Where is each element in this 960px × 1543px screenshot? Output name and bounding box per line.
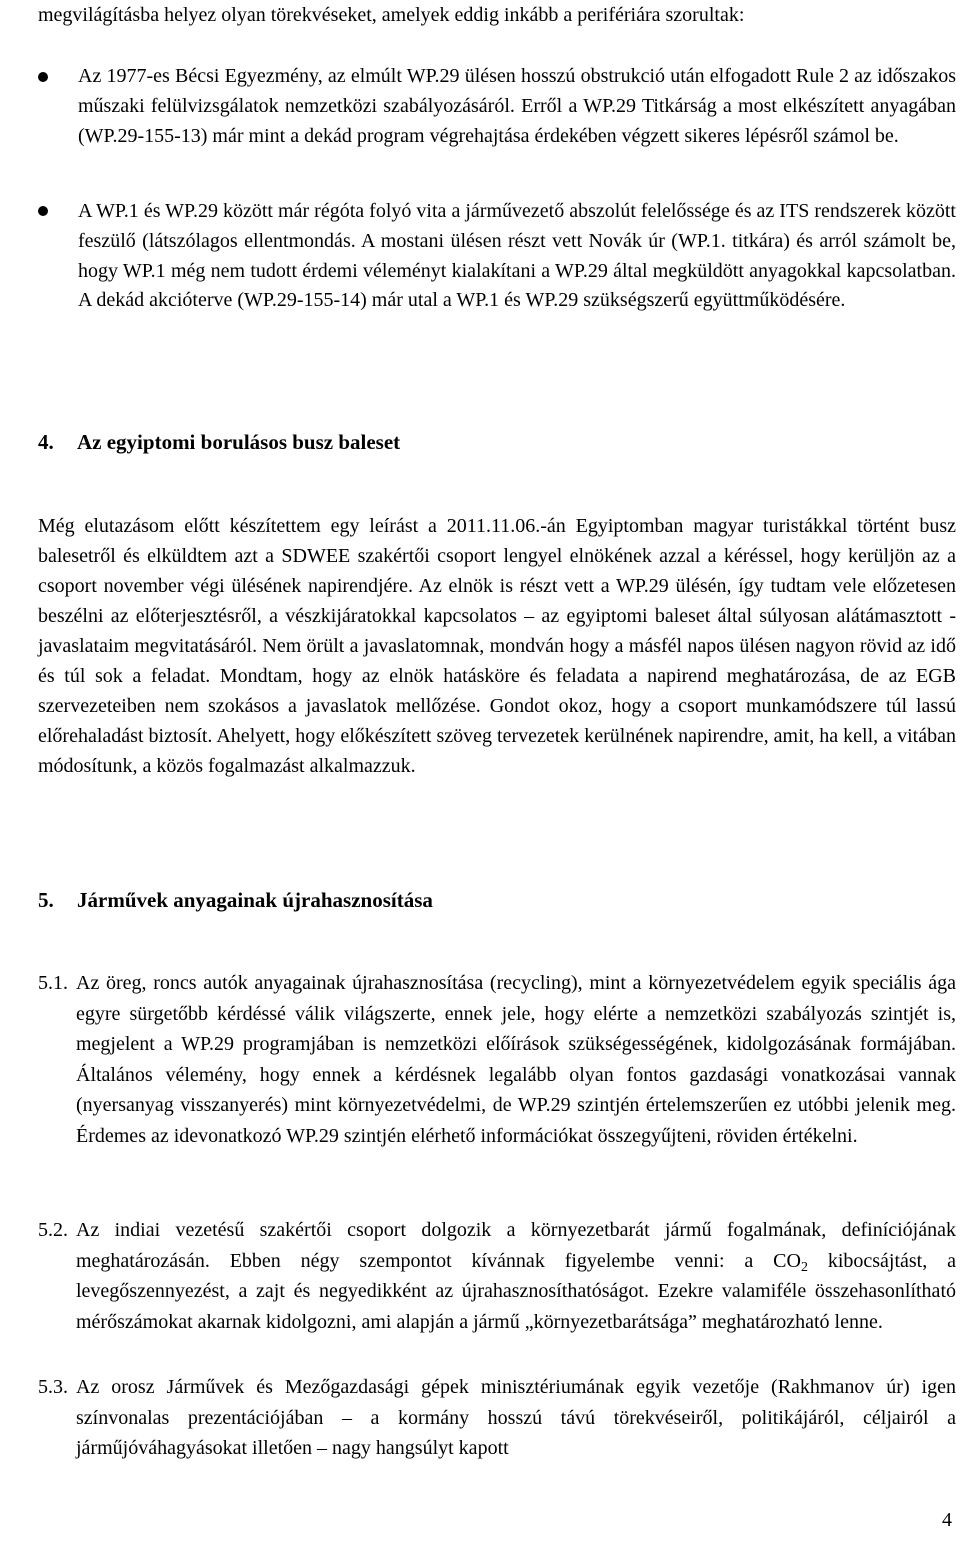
- subsection-5-3: [38, 1372, 956, 1464]
- section-5-title: Járművek anyagainak újrahasznosítása: [77, 888, 433, 912]
- section-4-number: 4.: [38, 430, 54, 454]
- co2-subscript: 2: [800, 1259, 808, 1275]
- subsection-5-1-number: 5.1.: [38, 972, 68, 994]
- bullet-item-2: A WP.1 és WP.29 között már régóta folyó vita a járművezető abszolút felelőssége és az ITS rendszerek között feszülő (látszólagos ellentmondás. A mostani ülésen részt vett Novák úr (WP.1. titkára) és arról számolt be, hogy WP.1 még nem tudott érdemi véleményt kialakítani a WP.29 által megküldött anyagokkal kapcsolatban. A dekád akcióterve (WP.29-155-14) már utal a WP.1 és WP.29 szükségszerű együttműködésére.: [78, 200, 956, 312]
- subsection-5-1-text: Az öreg, roncs autók anyagainak újrahasznosítása (recycling), mint a környezetvédelem egyik speciális ága egyre sürgetőbb kérdéssé válik világszerte, ennek jele, hogy elérte a nemzetközi szabályozás szintjét is, megjelent a WP.29 programjában is nemzetközi előírások szükségességének, kidolgozásának formájában. Általános vélemény, hogy ennek a kérdésnek legalább olyan fontos gazdasági vonatkozásai vannak (nyersanyag visszanyerés) mint környezetvédelmi, de WP.29 szintjén értelemszerűen ez utóbbi jelenik meg. Érdemes az idevonatkozó WP.29 szintjén elérhető információkat összegyűjteni, röviden értékelni.: [76, 972, 956, 1147]
- bullet-icon: [38, 72, 48, 82]
- section-4-title: Az egyiptomi borulásos busz baleset: [77, 430, 401, 454]
- bullet-icon: [38, 206, 48, 216]
- subsection-5-2-text-part1: Az indiai vezetésű szakértői csoport dolgozik a környezetbarát jármű fogalmának, definíciójának meghatározásán. Ebben négy szempontot kívánnak figyelembe venni: a CO: [76, 1219, 956, 1272]
- subsection-5-3-text: Az orosz Járművek és Mezőgazdasági gépek minisztériumának egyik vezetője (Rakhmanov úr) igen színvonalas prezentációjában – a kormány hosszú távú törekvéseiről, politikájáról, céljairól a járműjóváhagyásokat illetően – nagy hangsúlyt kapott: [76, 1376, 956, 1460]
- intro-paragraph: megvilágításba helyez olyan törekvéseket, amelyek eddig inkább a perifériára szorultak:: [38, 4, 745, 26]
- subsection-5-2-number: 5.2.: [38, 1219, 68, 1241]
- page-number: 4: [942, 1509, 952, 1531]
- section-4-body: Még elutazásom előtt készítettem egy leírást a 2011.11.06.-án Egyiptomban magyar turistákkal történt busz balesetről és elküldtem azt a SDWEE szakértői csoport lengyel elnökének azzal a kéréssel, hogy kerüljön az a csoport november végi ülésének napirendjére. Az elnök is részt vett a WP.29 ülésén, így tudtam vele előzetesen beszélni az előterjesztésről, a vészkijáratokkal kapcsolatos – az egyiptomi baleset által súlyosan alátámasztott - javaslataim megvitatásáról. Nem örült a javaslatomnak, mondván hogy a másfél napos ülésen nagyon rövid az idő és túl sok a feladat. Mondtam, hogy az elnök hatásköre és feladata a napirend meghatározása, de az EGB szervezeteiben nem szokásos a javaslatok mellőzése. Gondot okoz, hogy a csoport munkamódszere túl lassú előrehaladást biztosít. Ahelyett, hogy előkészített szöveg tervezetek kerülnének napirendre, amit, ha kell, a vitában módosítunk, a közös fogalmazást alkalmazzuk.: [38, 515, 956, 777]
- section-4-heading: [38, 427, 400, 457]
- subsection-5-3-number: 5.3.: [38, 1376, 68, 1398]
- subsection-5-2-text-part2: kibocsájtást, a levegőszennyezést, a zajt és negyedikként az újrahasznosíthatóságot. Ezekre valamiféle összehasonlítható mérőszámokat akarnak kidolgozni, ami alapján a jármű „környezetbarátsága” meghatározható lenne.: [76, 1249, 956, 1333]
- subsection-5-2: [38, 1215, 956, 1337]
- subsection-5-2-text: [76, 1215, 956, 1337]
- section-5-heading: [38, 885, 433, 915]
- section-5-number: 5.: [38, 888, 54, 912]
- bullet-item-1: Az 1977-es Bécsi Egyezmény, az elmúlt WP.29 ülésen hosszú obstrukció után elfogadott Rule 2 az időszakos műszaki felülvizsgálatok nemzetközi szabályozásáról. Erről a WP.29 Titkárság a most elkészített anyagában (WP.29-155-13) már mint a dekád program végrehajtása érdekében végzett sikeres lépésről számol be.: [78, 65, 956, 147]
- subsection-5-1: [38, 968, 956, 1152]
